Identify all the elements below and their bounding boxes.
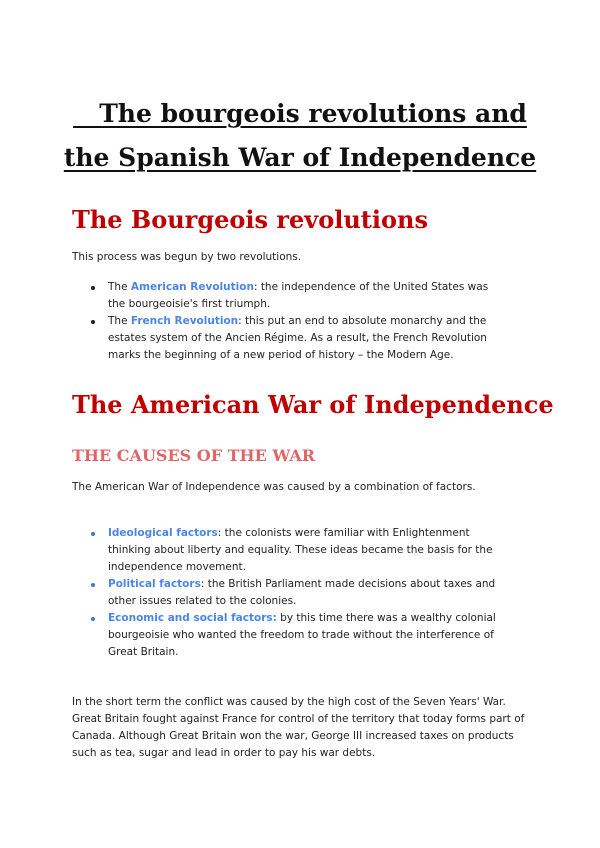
list-item-political-factors bbox=[88, 576, 508, 610]
list-item-text: : this put an end to absolute monarchy and the estates system of the Ancien Régime. As a result, the French Revolution marks the beginning of a new period of history – the Modern Age. bbox=[108, 315, 487, 361]
section1-intro: This process was begun by two revolutions. bbox=[72, 251, 302, 263]
keyword-political-factors: Political factors bbox=[108, 578, 201, 590]
title-line-2: the Spanish War of Independence bbox=[63, 143, 537, 172]
keyword-economic-social-factors: Economic and social factors: bbox=[108, 612, 277, 624]
title-line-1: The bourgeois revolutions and bbox=[73, 99, 527, 128]
document-title bbox=[60, 92, 540, 180]
keyword-american-revolution: American Revolution bbox=[130, 281, 254, 293]
list-item-prefix: The bbox=[108, 315, 131, 327]
list-item-text: : the British Parliament made decisions about taxes and other issues related to the colonies. bbox=[108, 578, 496, 607]
list-item-text: by this time there was a wealthy colonial bourgeoisie who wanted the freedom to trade without the interference of Great Britain. bbox=[108, 612, 496, 658]
list-item-prefix: The bbox=[108, 281, 131, 293]
list-item-text: : the independence of the United States was the bourgeoisie's first triumph. bbox=[108, 281, 489, 310]
list-item-ideological-factors bbox=[88, 525, 508, 576]
causes-list bbox=[88, 525, 508, 661]
list-item-american-revolution bbox=[88, 279, 508, 313]
section2-intro: The American War of Independence was caused by a combination of factors. bbox=[72, 481, 476, 493]
list-item-french-revolution bbox=[88, 313, 508, 364]
keyword-french-revolution: French Revolution bbox=[130, 315, 239, 327]
closing-paragraph: In the short term the conflict was caused by the high cost of the Seven Years' War. Great Britain fought against France for control of the territory that today forms part of Canada. Although Great Britain won the war, George III increased taxes on products such as tea, sugar and lead in order to pay his war debts. bbox=[72, 696, 525, 759]
revolutions-list bbox=[88, 279, 508, 364]
list-item-economic-social-factors bbox=[88, 610, 508, 661]
section-heading-american-war: The American War of Independence bbox=[72, 390, 554, 419]
list-item-text: : the colonists were familiar with Enlightenment thinking about liberty and equality. These ideas became the basis for the independence movement. bbox=[108, 527, 493, 573]
subheading-causes-of-the-war: THE CAUSES OF THE WAR bbox=[72, 446, 316, 465]
section-heading-bourgeois-revolutions: The Bourgeois revolutions bbox=[72, 205, 428, 234]
keyword-ideological-factors: Ideological factors bbox=[108, 527, 218, 539]
